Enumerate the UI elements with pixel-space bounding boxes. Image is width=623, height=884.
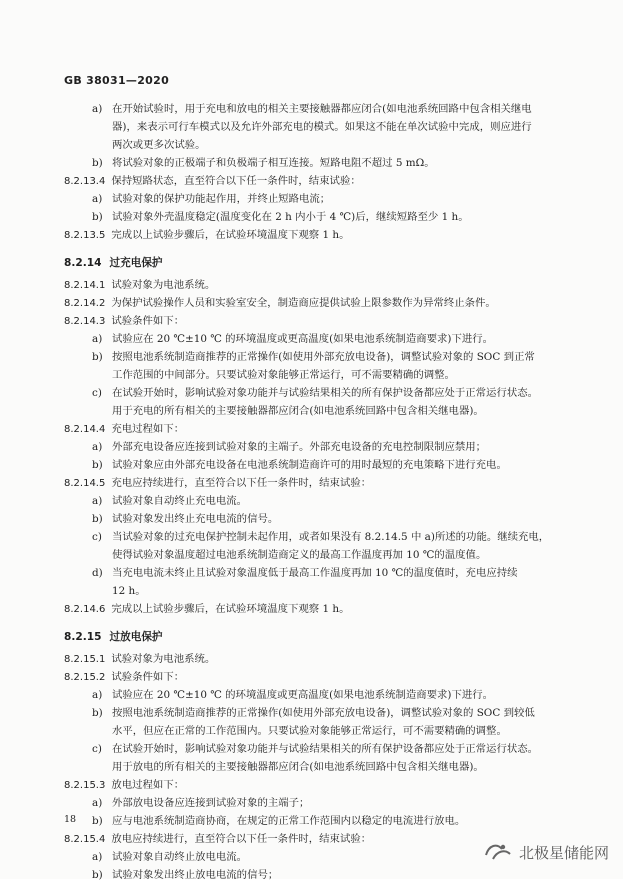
list-item-text: 试验应在 20 ℃±10 ℃ 的环境温度或更高温度(如果电池系统制造商要求)下进行。 <box>112 689 494 701</box>
clause-line <box>64 294 576 312</box>
section-heading <box>64 254 576 272</box>
list-item-marker: a) <box>92 495 103 507</box>
list-item-text: 应与电池系统制造商协商，在规定的正常工作范围内以稳定的电流进行放电。 <box>112 815 466 827</box>
continuation-line: 两次或更多次试验。 <box>112 139 206 151</box>
list-item-text: 试验对象的保护功能起作用，并终止短路电流； <box>112 193 331 205</box>
list-item-marker: b) <box>92 513 103 525</box>
clause-number: 8.2.14.4 <box>64 424 106 435</box>
clause-number: 8.2.15.2 <box>64 672 106 683</box>
list-item-text: 将试验对象的正极端子和负极端子相互连接。短路电阻不超过 5 mΩ。 <box>112 157 435 169</box>
list-item-text: 试验对象外壳温度稳定(温度变化在 2 h 内小于 4 ℃)后，继续短路至少 1 h。 <box>112 211 469 223</box>
clause-text: 试验对象为电池系统。 <box>111 279 216 291</box>
list-item-marker: d) <box>92 567 103 579</box>
continuation-line: 12 h。 <box>112 585 146 597</box>
list-item <box>64 348 576 366</box>
list-item <box>64 100 576 118</box>
continuation-line: 器)，来表示可行车模式以及允许外部充电的模式。如果这不能在单次试验中完成，则应进行 <box>112 121 532 133</box>
list-item-text: 试验对象自动终止充电电流。 <box>112 495 248 507</box>
list-item <box>64 438 576 456</box>
clause-text: 保持短路状态，直至符合以下任一条件时，结束试验： <box>111 175 361 187</box>
page-number: 18 <box>64 814 77 825</box>
clause-number: 8.2.14.2 <box>64 298 106 309</box>
list-item <box>64 154 576 172</box>
list-item-marker: b) <box>92 211 103 223</box>
list-item <box>64 866 576 884</box>
list-item-marker: b) <box>92 157 103 169</box>
clause-text: 放电应持续进行，直至符合以下任一条件时，结束试验： <box>111 833 372 845</box>
list-item-text: 当充电电流未终止且试验对象温度低于最高工作温度再加 10 ℃的温度值时，充电应持续 <box>112 567 518 579</box>
section-title: 过放电保护 <box>109 631 163 643</box>
clause-line <box>64 276 576 294</box>
list-item <box>64 528 576 546</box>
list-item <box>64 812 576 830</box>
list-item-text: 在试验开始时，影响试验对象功能并与试验结果相关的所有保护设备都应处于正常运行状态。 <box>112 387 539 399</box>
continuation-line: 用于充电的所有相关的主要接触器都应闭合(如电池系统回路中包含相关继电器)。 <box>112 405 484 417</box>
list-item <box>64 704 576 722</box>
list-item-text: 试验对象发出终止放电电流的信号； <box>112 869 279 881</box>
section-number: 8.2.14 <box>64 257 102 269</box>
clause-line <box>64 312 576 330</box>
list-item <box>64 190 576 208</box>
watermark <box>483 841 609 863</box>
list-item-text: 外部放电设备应连接到试验对象的主端子； <box>112 797 310 809</box>
clause-number: 8.2.13.5 <box>64 230 106 241</box>
list-item <box>64 794 576 812</box>
list-item <box>64 510 576 528</box>
section-number: 8.2.15 <box>64 631 102 643</box>
clause-number: 8.2.14.3 <box>64 316 106 327</box>
watermark-text: 北极星储能网 <box>518 843 609 862</box>
list-item-text: 试验对象发出终止充电电流的信号。 <box>112 513 279 525</box>
list-item-text: 按照电池系统制造商推荐的正常操作(如使用外部充放电设备)，调整试验对象的 SOC 到较低 <box>112 707 535 719</box>
list-item <box>64 330 576 348</box>
list-item-text: 试验应在 20 ℃±10 ℃ 的环境温度或更高温度(如果电池系统制造商要求)下进行。 <box>112 333 494 345</box>
list-item-marker: a) <box>92 103 103 115</box>
clause-line <box>64 650 576 668</box>
list-item-marker: b) <box>92 707 103 719</box>
list-item <box>64 740 576 758</box>
clause-line <box>64 226 576 244</box>
continuation-line: 使得试验对象温度超过电池系统制造商定义的最高工作温度再加 10 ℃的温度值。 <box>112 549 487 561</box>
clause-number: 8.2.15.1 <box>64 654 106 665</box>
clause-line <box>64 600 576 618</box>
list-item <box>64 384 576 402</box>
list-item-text: 在试验开始时，影响试验对象功能并与试验结果相关的所有保护设备都应处于正常运行状态。 <box>112 743 539 755</box>
document-body <box>64 100 576 884</box>
list-item-marker: b) <box>92 869 103 881</box>
list-item <box>64 492 576 510</box>
clause-text: 完成以上试验步骤后，在试验环境温度下观察 1 h。 <box>111 603 350 615</box>
list-item-marker: c) <box>92 531 102 543</box>
continuation-line: 用于放电的所有相关的主要接触器都应闭合(如电池系统回路中包含相关继电器)。 <box>112 761 484 773</box>
list-item-marker: b) <box>92 815 103 827</box>
list-item-text: 当试验对象的过充电保护控制未起作用，或者如果没有 8.2.14.5 中 a)所述的功能。继续充电， <box>112 531 550 543</box>
clause-number: 8.2.15.4 <box>64 834 106 845</box>
list-item <box>64 686 576 704</box>
clause-text: 放电过程如下： <box>111 779 185 791</box>
clause-text: 为保护试验操作人员和实验室安全，制造商应提供试验上限参数作为异常终止条件。 <box>111 297 496 309</box>
list-item-text: 试验对象自动终止放电电流。 <box>112 851 248 863</box>
list-item <box>64 564 576 582</box>
section-heading <box>64 628 576 646</box>
clause-number: 8.2.14.6 <box>64 604 106 615</box>
clause-text: 充电过程如下： <box>111 423 185 435</box>
clause-number: 8.2.14.5 <box>64 478 106 489</box>
clause-text: 充电应持续进行，直至符合以下任一条件时，结束试验： <box>111 477 372 489</box>
list-item-marker: c) <box>92 387 102 399</box>
clause-line <box>64 420 576 438</box>
clause-line <box>64 172 576 190</box>
list-item-text: 外部充电设备应连接到试验对象的主端子。外部充电设备的充电控制限制应禁用； <box>112 441 487 453</box>
clause-number: 8.2.15.3 <box>64 780 106 791</box>
clause-line <box>64 776 576 794</box>
list-item-text: 在开始试验时，用于充电和放电的相关主要接触器都应闭合(如电池系统回路中包含相关继电 <box>112 103 532 115</box>
list-item-marker: a) <box>92 333 103 345</box>
clause-number: 8.2.13.4 <box>64 176 106 187</box>
standard-code: GB 38031—2020 <box>64 74 170 87</box>
list-item <box>64 456 576 474</box>
list-item-marker: b) <box>92 351 103 363</box>
list-item-marker: a) <box>92 797 103 809</box>
list-item-marker: c) <box>92 743 102 755</box>
continuation-line: 工作范围的中间部分。只要试验对象能够正常运行，可不需要精确的调整。 <box>112 369 455 381</box>
clause-number: 8.2.14.1 <box>64 280 106 291</box>
list-item-text: 试验对象应由外部充电设备在电池系统制造商许可的用时最短的充电策略下进行充电。 <box>112 459 507 471</box>
list-item-text: 按照电池系统制造商推荐的正常操作(如使用外部充放电设备)，调整试验对象的 SOC 到正常 <box>112 351 535 363</box>
list-item-marker: a) <box>92 689 103 701</box>
clause-line <box>64 668 576 686</box>
list-item-marker: a) <box>92 441 103 453</box>
list-item-marker: a) <box>92 851 103 863</box>
list-item-marker: b) <box>92 459 103 471</box>
continuation-line: 水平，但应在正常的工作范围内。只要试验对象能够正常运行，可不需要精确的调整。 <box>112 725 507 737</box>
clause-line <box>64 474 576 492</box>
clause-text: 试验条件如下： <box>111 671 185 683</box>
clause-text: 试验对象为电池系统。 <box>111 653 216 665</box>
clause-text: 完成以上试验步骤后，在试验环境温度下观察 1 h。 <box>111 229 350 241</box>
list-item-marker: a) <box>92 193 103 205</box>
list-item <box>64 208 576 226</box>
section-title: 过充电保护 <box>109 257 163 269</box>
polaris-logo-icon <box>483 841 513 863</box>
clause-text: 试验条件如下： <box>111 315 185 327</box>
